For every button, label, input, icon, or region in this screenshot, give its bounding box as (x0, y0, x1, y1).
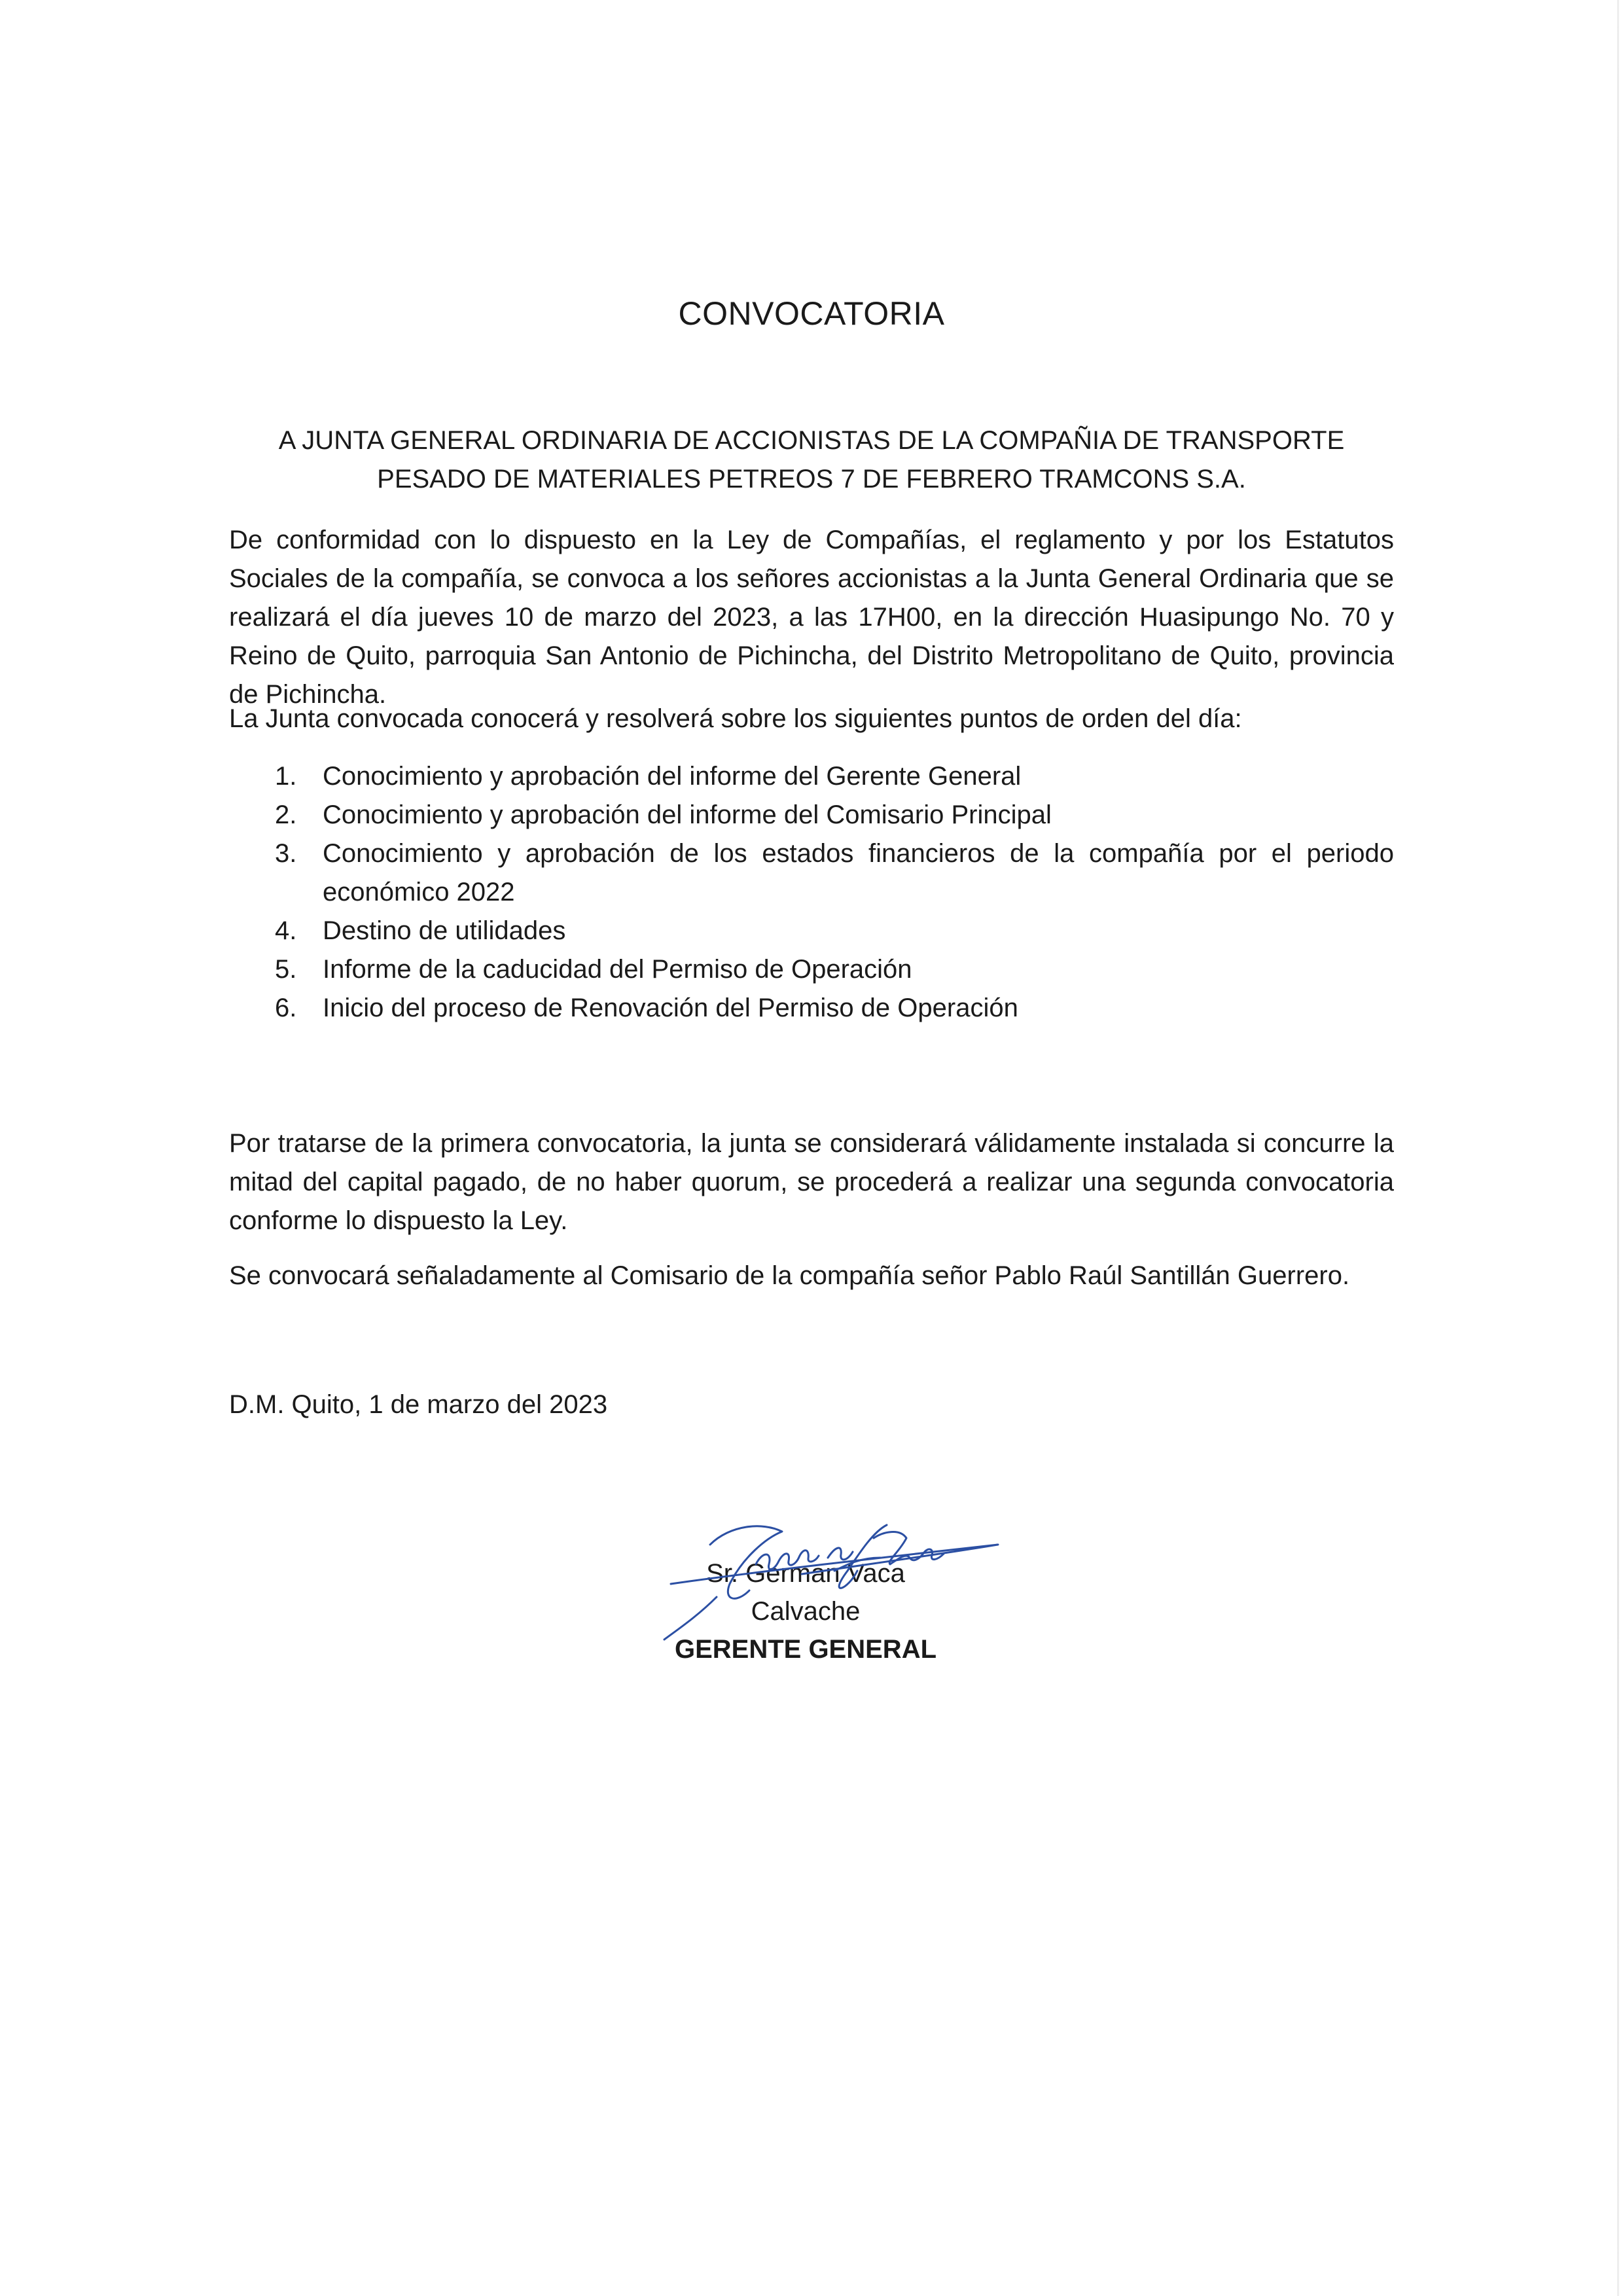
paragraph-quorum: Por tratarse de la primera convocatoria, la junta se considerará válidamente instalada si concurre la mitad del capital pagado, de no haber quorum, se procederá a realizar una segunda convocatoria conforme lo dispuesto la Ley. (229, 1129, 1394, 1235)
agenda-item-text: Conocimiento y aprobación de los estados financieros de la compañía por el periodo económico 2022 (323, 839, 1394, 906)
scan-edge (1617, 0, 1619, 2296)
agenda-item-number: 1. (275, 762, 297, 791)
agenda-item-text: Inicio del proceso de Renovación del Permiso de Operación (323, 994, 1018, 1022)
agenda-item-text: Conocimiento y aprobación del informe del Comisario Principal (323, 800, 1052, 829)
agenda-item (229, 796, 1394, 834)
handwritten-signature (632, 1492, 1011, 1649)
agenda-item (229, 912, 1394, 950)
agenda-item (229, 989, 1394, 1028)
agenda-item (229, 757, 1394, 796)
agenda-item (229, 950, 1394, 989)
paragraph-convocation: De conformidad con lo dispuesto en la Ley de Compañías, el reglamento y por los Estatutos Sociales de la compañía, se convoca a los señores accionistas a la Junta General Ordinaria que se realizará el día jueves 10 de marzo del 2023, a las 17H00, en la dirección Huasipungo No. 70 y Reino de Quito, parroquia San Antonio de Pichincha, del Distrito Metropolitano de Quito, provincia de Pichincha. (229, 526, 1394, 709)
paragraph-comisario: Se convocará señaladamente al Comisario de la compañía señor Pablo Raúl Santillán Guerrero. (229, 1261, 1350, 1290)
document-subtitle: A JUNTA GENERAL ORDINARIA DE ACCIONISTAS DE LA COMPAÑIA DE TRANSPORTE PESADO DE MATERIALES PETREOS 7 DE FEBRERO TRAMCONS S.A. (278, 426, 1345, 493)
agenda-item-text: Destino de utilidades (323, 916, 566, 945)
agenda-item-number: 2. (275, 800, 297, 829)
signer-role: GERENTE GENERAL (674, 1635, 937, 1664)
agenda-item-text: Informe de la caducidad del Permiso de Operación (323, 955, 912, 984)
date-line: D.M. Quito, 1 de marzo del 2023 (229, 1390, 608, 1419)
agenda-item-number: 4. (275, 916, 297, 945)
agenda-item-text: Conocimiento y aprobación del informe del Gerente General (323, 762, 1022, 791)
paragraph-agenda-intro: La Junta convocada conocerá y resolverá sobre los siguientes puntos de orden del día: (229, 704, 1242, 733)
agenda-item (229, 834, 1394, 912)
agenda-item-number: 5. (275, 955, 297, 984)
document-title: CONVOCATORIA (678, 295, 945, 332)
agenda-list (229, 757, 1394, 1028)
signer-name: Sr. German Vaca Calvache (706, 1559, 905, 1626)
agenda-item-number: 3. (275, 839, 297, 868)
agenda-item-number: 6. (275, 994, 297, 1022)
